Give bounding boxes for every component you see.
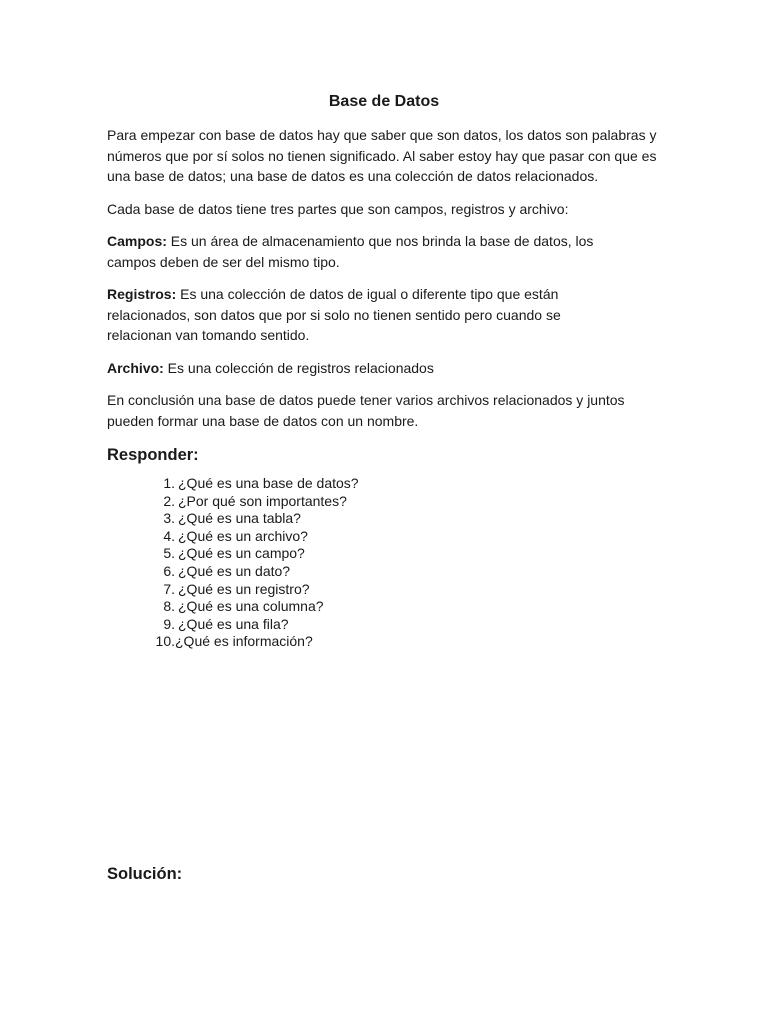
list-item [107,581,667,599]
list-item [107,475,667,493]
list-item-text: ¿Qué es información? [175,633,313,650]
list-item [107,598,667,616]
document-body [107,91,667,651]
list-number: 5. [163,545,175,562]
list-item-text: ¿Qué es una base de datos? [178,475,359,491]
list-item-text: ¿Qué es un registro? [178,580,310,597]
list-item-text: ¿Qué es una columna? [178,598,324,615]
list-item [107,616,667,634]
solution-heading: Solución: [107,865,183,883]
list-number: 1. [163,475,175,491]
list-number: 8. [163,598,175,615]
list-item [107,528,667,546]
conclusion-paragraph: En conclusión una base de datos puede tener varios archivos relacionados y juntos pueden formar una base de datos con un nombre. [107,392,625,429]
list-number: 2. [163,492,175,509]
definition-registros [107,284,607,346]
list-item [107,633,667,651]
definition-text: Es un área de almacenamiento que nos brinda la base de datos, los campos deben de ser del mismo tipo. [107,233,594,270]
list-item-text: ¿Qué es una tabla? [178,510,301,527]
list-item-text: ¿Qué es un campo? [178,545,305,562]
definition-archivo [107,358,667,379]
list-number: 9. [163,615,175,632]
definition-term: Campos: [107,233,167,249]
list-number: 4. [163,527,175,544]
list-number: 3. [163,510,175,527]
definition-text: Es una colección de registros relacionados [163,359,434,376]
list-item [107,563,667,581]
list-item-text: ¿Por qué son importantes? [178,492,347,509]
list-number: 10. [155,633,175,650]
list-item [107,510,667,528]
definition-term: Registros: [107,286,177,302]
definition-campos [107,231,637,272]
questions-list [107,475,667,651]
list-number: 7. [163,580,175,597]
list-item [107,493,667,511]
definition-term: Archivo: [107,359,164,376]
parts-paragraph: Cada base de datos tiene tres partes que son campos, registros y archivo: [107,200,569,217]
list-item-text: ¿Qué es un archivo? [178,527,308,544]
list-item-text: ¿Qué es un dato? [178,562,291,579]
page-title: Base de Datos [328,93,440,110]
responder-heading: Responder: [107,446,199,464]
list-item [107,545,667,563]
definition-text: Es una colección de datos de igual o diferente tipo que están relacionados, son datos que por si solo no tienen sentido pero cuando se relacionan van tomando sentido. [107,286,561,343]
list-item-text: ¿Qué es una fila? [178,615,289,632]
intro-paragraph: Para empezar con base de datos hay que saber que son datos, los datos son palabras y números que por sí solos no tienen significado. Al saber estoy hay que pasar con que es una base de datos; una base de datos es una colección de datos relacionados. [107,127,657,184]
list-number: 6. [163,562,175,579]
